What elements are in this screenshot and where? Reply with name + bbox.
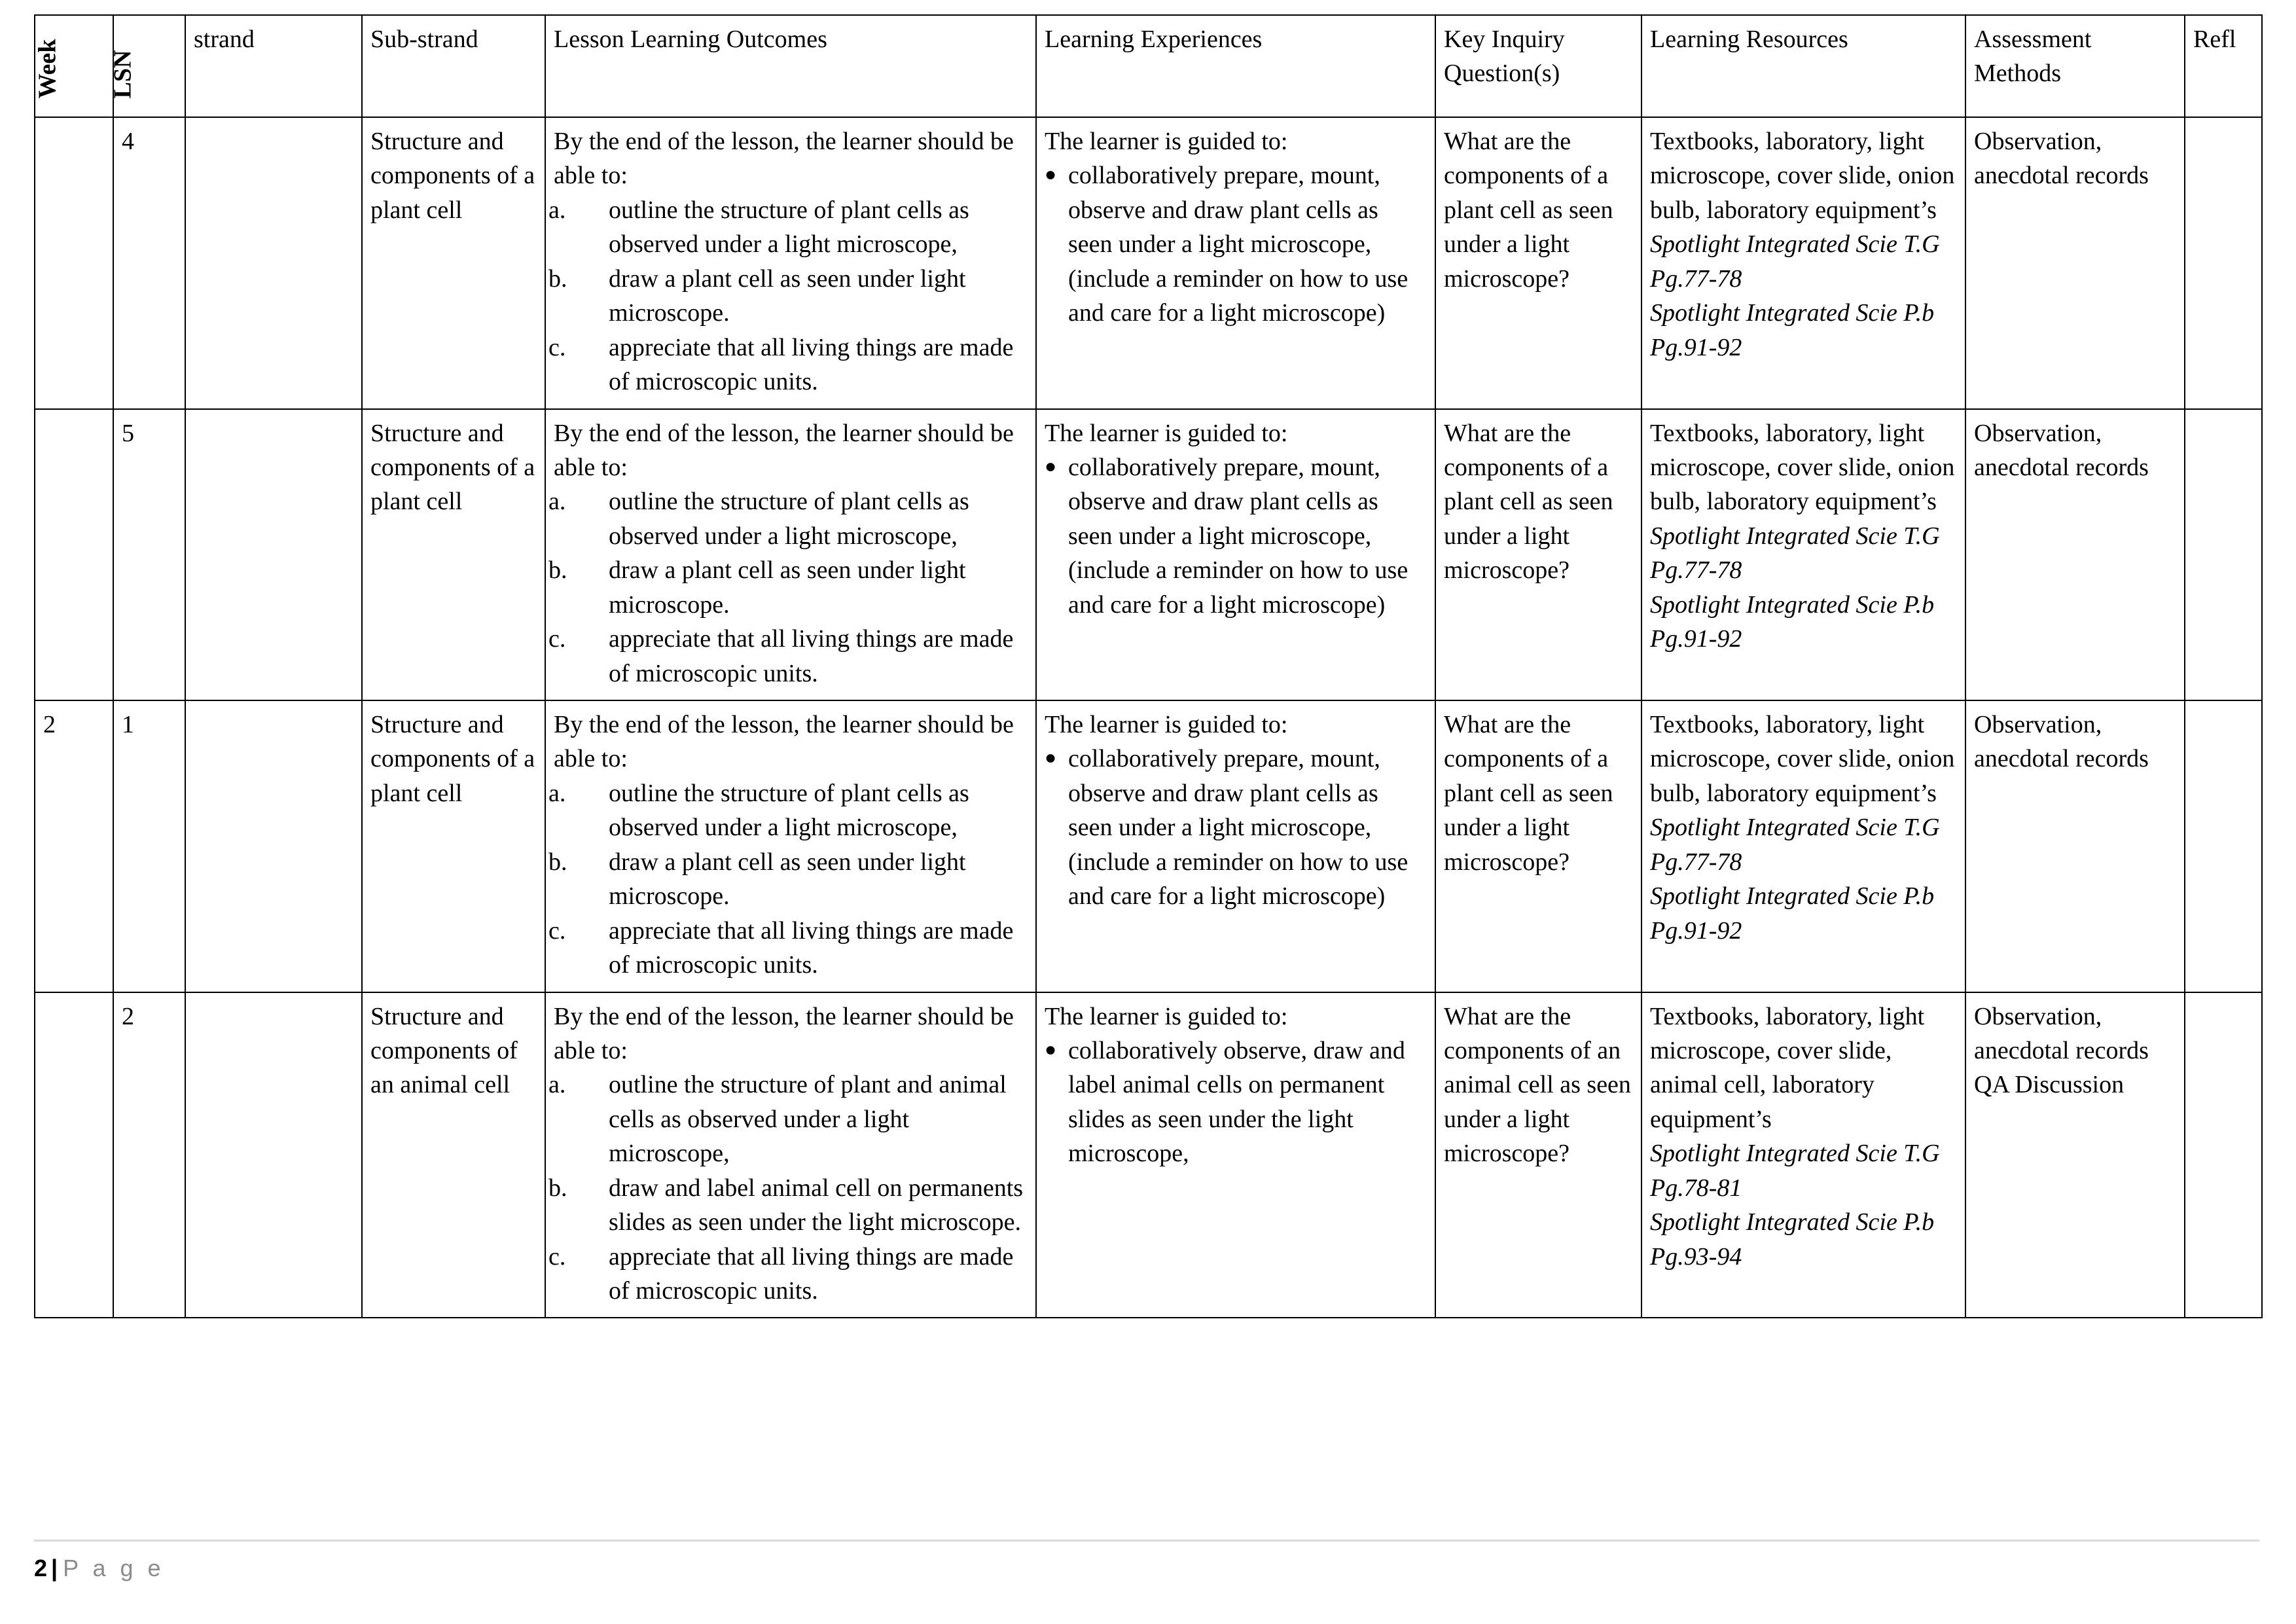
le-text: collaboratively prepare, mount, observe and draw plant cells as seen under a light microscope, (include a reminder on how to use and care for a light microscope) [1068,745,1408,911]
footer-content [34,1555,2259,1582]
llo-list-item [548,193,1028,262]
bullet-icon: ● [1045,164,1057,186]
llo-marker: a. [548,779,566,807]
cell-learning-experiences [1036,409,1435,701]
column-header-kiq-label-line2: Question(s) [1444,60,1560,88]
llo-text: outline the structure of plant and animal cells as observed under a light microscope, [609,1071,1007,1168]
llo-list-item [548,262,1028,331]
column-header-learning-experiences [1036,15,1435,117]
llo-marker: a. [548,196,566,224]
footer-divider [34,1540,2259,1542]
column-header-week-label: Week [33,39,62,98]
column-header-lr-label: Learning Resources [1650,26,1848,53]
llo-lead: By the end of the lesson, the learner should be able to: [554,711,1014,773]
column-header-llo-label: Lesson Learning Outcomes [554,26,827,53]
scheme-of-work-table [34,14,2263,1318]
llo-text: outline the structure of plant cells as observed under a light microscope, [609,488,969,550]
cell-refl [2185,992,2262,1318]
llo-marker: b. [548,1174,567,1202]
cell-assessment-methods: Observation, anecdotal records QA Discussion [1965,992,2185,1318]
le-list-item [1045,742,1427,913]
le-lead: The learner is guided to: [1045,419,1288,447]
le-text: collaboratively observe, draw and label animal cells on permanent slides as seen under the light microscope, [1068,1036,1405,1168]
cell-sub-strand: Structure and components of a plant cell [362,117,545,409]
le-lead: The learner is guided to: [1045,711,1288,738]
llo-list-item [548,622,1028,691]
llo-text: draw a plant cell as seen under light microscope. [609,556,966,619]
llo-lead: By the end of the lesson, the learner should be able to: [554,1002,1014,1064]
column-header-sub-strand [362,15,545,117]
lr-italic-ref: Spotlight Integrated Scie P.b Pg.93-94 [1650,1208,1935,1271]
llo-lead: By the end of the lesson, the learner should be able to: [554,419,1014,481]
column-header-am-label-line1: Assessment [1974,26,2092,53]
cell-lesson-learning-outcomes [545,700,1036,992]
column-header-le-label: Learning Experiences [1045,26,1263,53]
llo-text: outline the structure of plant cells as observed under a light microscope, [609,196,969,259]
cell-assessment-methods: Observation, anecdotal records [1965,700,2185,992]
llo-list [548,776,1028,983]
column-header-am-label-line2: Methods [1974,60,2061,88]
column-header-week [35,15,113,117]
cell-lesson-learning-outcomes [545,409,1036,701]
footer-page-number: 2 [34,1555,48,1581]
llo-text: outline the structure of plant cells as observed under a light microscope, [609,779,969,842]
cell-learning-experiences [1036,992,1435,1318]
lr-italic-ref: Spotlight Integrated Scie T.G Pg.78-81 [1650,1140,1940,1202]
table-row [35,992,2262,1318]
cell-key-inquiry-question: What are the components of a plant cell as seen under a light microscope? [1435,117,1641,409]
le-list-item [1045,1034,1427,1171]
table-header-row [35,15,2262,117]
llo-marker: c. [548,916,566,945]
column-header-lsn [109,15,185,117]
cell-learning-resources [1641,992,1965,1318]
column-header-refl-label: Refl [2193,26,2236,53]
cell-strand [185,409,362,701]
le-lead: The learner is guided to: [1045,1002,1288,1030]
footer-page-word: P a g e [63,1555,165,1581]
llo-list-item [548,1171,1028,1240]
cell-strand [185,700,362,992]
llo-list [548,1068,1028,1308]
column-header-key-inquiry-questions [1435,15,1641,117]
lr-italic-ref: Spotlight Integrated Scie P.b Pg.91-92 [1650,299,1935,361]
cell-learning-resources [1641,409,1965,701]
llo-list-item [548,484,1028,553]
column-header-assessment-methods [1965,15,2185,117]
cell-key-inquiry-question: What are the components of a plant cell as seen under a light microscope? [1435,700,1641,992]
llo-lead: By the end of the lesson, the learner should be able to: [554,128,1014,190]
llo-list-item [548,331,1028,399]
lr-plain: Textbooks, laboratory, light microscope, cover slide, onion bulb, laboratory equipment’s [1650,711,1955,807]
llo-list-item [548,1240,1028,1308]
le-text: collaboratively prepare, mount, observe and draw plant cells as seen under a light microscope, (include a reminder on how to use and care for a light microscope) [1068,162,1408,327]
cell-learning-experiences [1036,117,1435,409]
cell-sub-strand: Structure and components of a plant cell [362,700,545,992]
table-row [35,409,2262,701]
column-header-kiq-label-line1: Key Inquiry [1444,26,1565,53]
cell-lsn: 2 [113,992,185,1318]
lr-italic-ref: Spotlight Integrated Scie P.b Pg.91-92 [1650,882,1935,945]
cell-learning-resources [1641,700,1965,992]
lr-italic-ref: Spotlight Integrated Scie T.G Pg.77-78 [1650,814,1940,876]
llo-marker: c. [548,1242,566,1271]
column-header-strand-label: strand [194,26,255,53]
column-header-strand [185,15,362,117]
llo-text: appreciate that all living things are made of microscopic units. [609,625,1014,687]
cell-refl [2185,117,2262,409]
le-text: collaboratively prepare, mount, observe and draw plant cells as seen under a light microscope, (include a reminder on how to use and care for a light microscope) [1068,453,1408,619]
llo-marker: b. [548,556,567,585]
llo-marker: b. [548,848,567,876]
cell-lesson-learning-outcomes [545,117,1036,409]
llo-marker: c. [548,333,566,361]
cell-learning-experiences [1036,700,1435,992]
lr-plain: Textbooks, laboratory, light microscope, cover slide, onion bulb, laboratory equipment’s [1650,128,1955,224]
footer-separator: | [51,1555,58,1581]
lr-italic-ref: Spotlight Integrated Scie T.G Pg.77-78 [1650,522,1940,585]
cell-sub-strand: Structure and components of a plant cell [362,409,545,701]
le-list-item [1045,450,1427,622]
llo-list-item [548,553,1028,622]
lr-plain: Textbooks, laboratory, light microscope, cover slide, animal cell, laboratory equipment’s [1650,1002,1925,1133]
cell-lesson-learning-outcomes [545,992,1036,1318]
column-header-learning-resources [1641,15,1965,117]
llo-text: draw and label animal cell on permanents slides as seen under the light microscope. [609,1174,1024,1236]
bullet-icon: ● [1045,1038,1057,1060]
le-lead: The learner is guided to: [1045,128,1288,155]
cell-week [35,992,113,1318]
column-header-lesson-learning-outcomes [545,15,1036,117]
table-row [35,117,2262,409]
cell-assessment-methods: Observation, anecdotal records [1965,409,2185,701]
llo-list-item [548,776,1028,845]
cell-week: 2 [35,700,113,992]
column-header-lsn-label: LSN [109,50,137,98]
le-list [1045,158,1427,330]
page-footer [34,1540,2259,1582]
llo-text: appreciate that all living things are made of microscopic units. [609,333,1014,396]
le-list [1045,1034,1427,1171]
llo-list [548,193,1028,399]
cell-assessment-methods: Observation, anecdotal records [1965,117,2185,409]
cell-refl [2185,409,2262,701]
llo-list-item [548,914,1028,983]
cell-week [35,117,113,409]
lr-plain: Textbooks, laboratory, light microscope, cover slide, onion bulb, laboratory equipment’s [1650,419,1955,516]
cell-key-inquiry-question: What are the components of an animal cell as seen under a light microscope? [1435,992,1641,1318]
bullet-icon: ● [1045,747,1057,769]
cell-strand [185,117,362,409]
llo-marker: b. [548,264,567,293]
llo-marker: a. [548,1071,566,1099]
le-list [1045,450,1427,622]
llo-marker: a. [548,488,566,516]
column-header-sub-strand-label: Sub-strand [370,26,478,53]
llo-list-item [548,1068,1028,1170]
cell-refl [2185,700,2262,992]
cell-lsn: 4 [113,117,185,409]
cell-learning-resources [1641,117,1965,409]
cell-sub-strand: Structure and components of an animal cell [362,992,545,1318]
cell-week [35,409,113,701]
le-list [1045,742,1427,913]
llo-list [548,484,1028,691]
cell-key-inquiry-question: What are the components of a plant cell as seen under a light microscope? [1435,409,1641,701]
cell-lsn: 5 [113,409,185,701]
bullet-icon: ● [1045,455,1057,477]
cell-lsn: 1 [113,700,185,992]
cell-strand [185,992,362,1318]
table-row [35,700,2262,992]
llo-text: appreciate that all living things are made of microscopic units. [609,1242,1014,1305]
le-list-item [1045,158,1427,330]
llo-text: appreciate that all living things are made of microscopic units. [609,916,1014,979]
column-header-refl [2185,15,2262,117]
llo-text: draw a plant cell as seen under light microscope. [609,264,966,327]
lr-italic-ref: Spotlight Integrated Scie T.G Pg.77-78 [1650,230,1940,293]
llo-list-item [548,845,1028,914]
llo-marker: c. [548,625,566,653]
llo-text: draw a plant cell as seen under light microscope. [609,848,966,911]
lr-italic-ref: Spotlight Integrated Scie P.b Pg.91-92 [1650,590,1935,653]
